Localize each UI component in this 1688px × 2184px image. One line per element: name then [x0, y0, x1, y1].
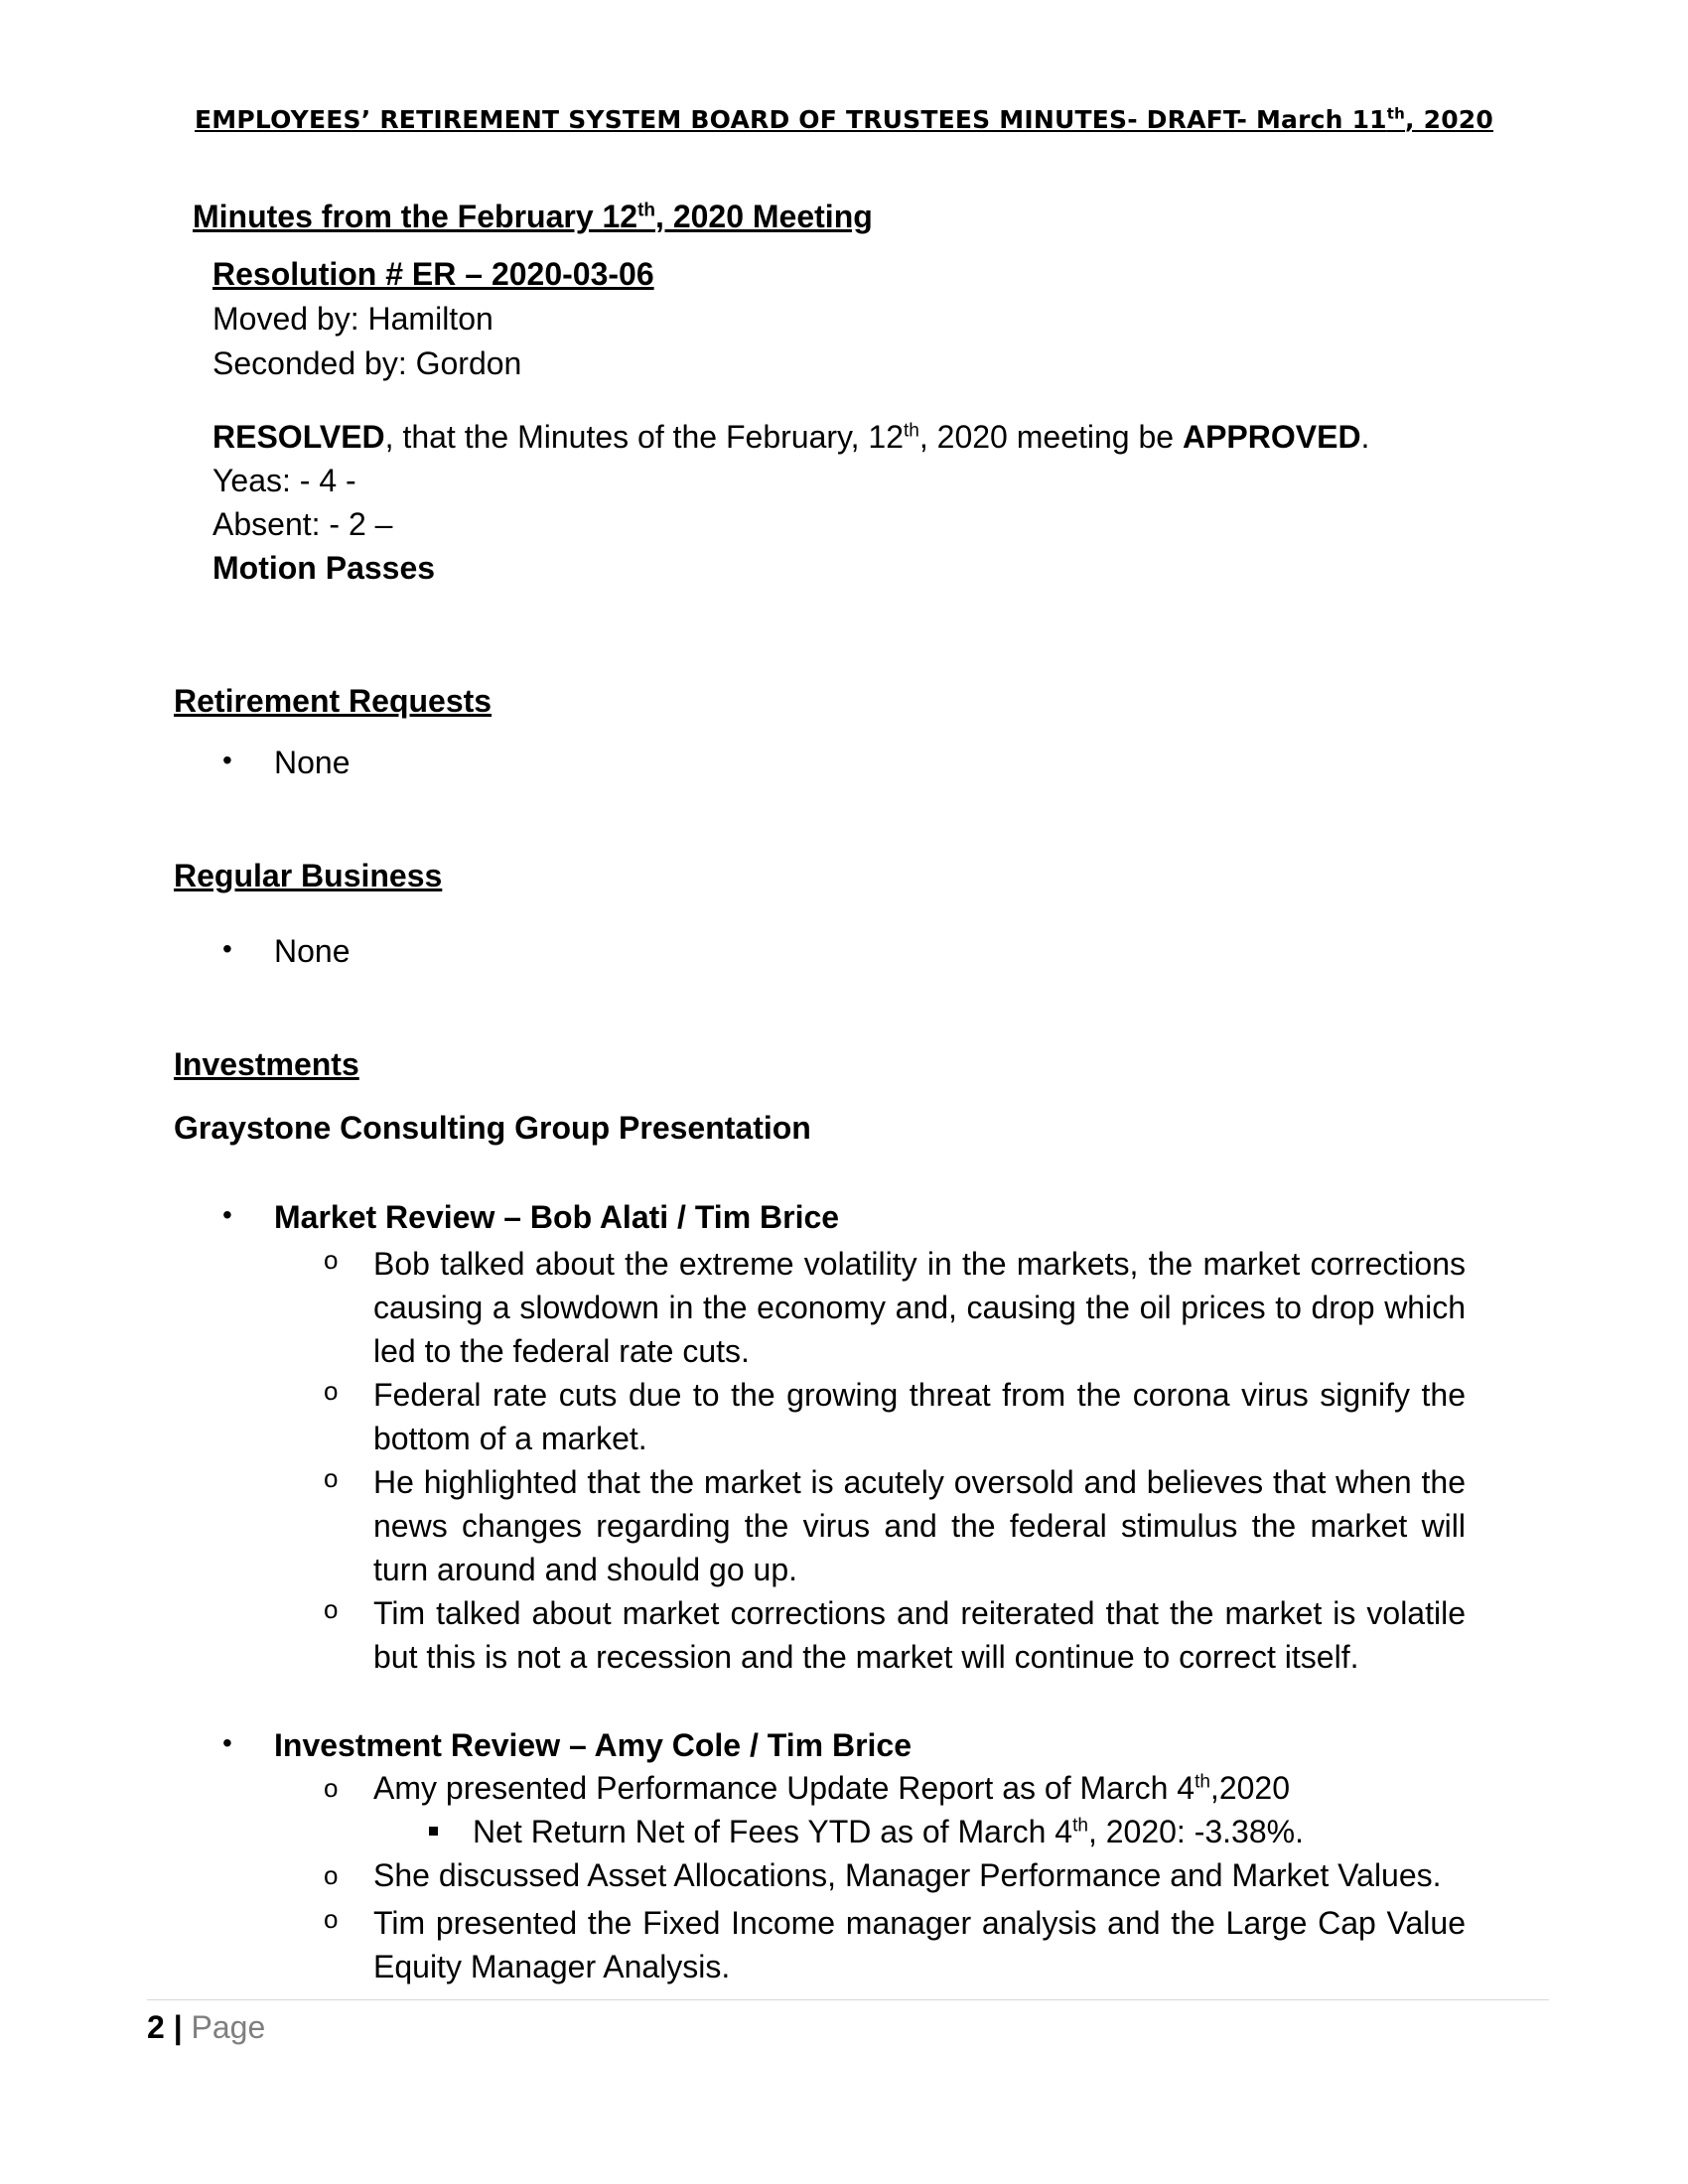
- investment-review-point: Amy presented Performance Update Report as of March 4th,2020: [373, 1770, 1290, 1806]
- page-label: Page: [191, 2009, 266, 2045]
- vote-absent: Absent: - 2 –: [212, 506, 393, 542]
- header-title-year: , 2020: [1405, 105, 1493, 134]
- graystone-subheading: Graystone Consulting Group Presentation: [174, 1110, 811, 1146]
- investment-review-point: Tim presented the Fixed Income manager analysis and the Large Cap Value Equity Manager Analysis.: [373, 1905, 1466, 1984]
- circle-bullet-icon: o: [324, 1245, 339, 1275]
- retirement-item: None: [274, 745, 351, 780]
- circle-bullet-icon: o: [324, 1376, 339, 1406]
- bullet-icon: •: [222, 1727, 232, 1758]
- vote-yeas: Yeas: - 4 -: [212, 463, 356, 498]
- investment-review-subpoint: Net Return Net of Fees YTD as of March 4th, 2020: -3.38%.: [473, 1814, 1304, 1849]
- circle-bullet-icon: o: [324, 1904, 339, 1934]
- bullet-icon: •: [222, 745, 232, 775]
- minutes-heading: Minutes from the February 12th, 2020 Meeting: [193, 199, 873, 234]
- investments-heading: Investments: [174, 1046, 359, 1082]
- header-title-superscript: th: [1386, 104, 1406, 123]
- circle-bullet-icon: o: [324, 1594, 339, 1624]
- page-footer: [147, 2009, 265, 2046]
- market-review-point: Tim talked about market corrections and reiterated that the market is volatile but this is not a recession and the market will continue to correct itself.: [373, 1595, 1466, 1675]
- square-bullet-icon: [429, 1827, 438, 1836]
- resolved-statement: RESOLVED, that the Minutes of the February, 12th, 2020 meeting be APPROVED.: [212, 419, 1370, 455]
- motion-result: Motion Passes: [212, 550, 436, 586]
- document-header: [0, 105, 1688, 134]
- header-title-text: EMPLOYEES’ RETIREMENT SYSTEM BOARD OF TRUSTEES MINUTES- DRAFT- March 11: [195, 105, 1387, 134]
- circle-bullet-icon: o: [324, 1773, 339, 1803]
- retirement-requests-heading: Retirement Requests: [174, 683, 492, 719]
- seconded-by: Seconded by: Gordon: [212, 345, 522, 381]
- footer-separator: |: [173, 2009, 183, 2045]
- bullet-icon: •: [222, 933, 232, 964]
- page-number: 2: [147, 2009, 165, 2045]
- investment-review-title: Investment Review – Amy Cole / Tim Brice: [274, 1727, 913, 1763]
- market-review-title: Market Review – Bob Alati / Tim Brice: [274, 1199, 840, 1235]
- moved-by: Moved by: Hamilton: [212, 301, 493, 337]
- market-review-point: Bob talked about the extreme volatility in the markets, the market corrections causing a slowdown in the economy and, causing the oil prices to drop which led to the federal rate cuts.: [373, 1246, 1466, 1369]
- footer-divider: [147, 1999, 1549, 2000]
- circle-bullet-icon: o: [324, 1463, 339, 1493]
- market-review-point: He highlighted that the market is acutely oversold and believes that when the news changes regarding the virus and the federal stimulus the market will turn around and should go up.: [373, 1464, 1466, 1587]
- regular-business-heading: Regular Business: [174, 858, 443, 893]
- investment-review-point: She discussed Asset Allocations, Manager Performance and Market Values.: [373, 1857, 1442, 1893]
- bullet-icon: •: [222, 1199, 232, 1230]
- circle-bullet-icon: o: [324, 1860, 339, 1890]
- market-review-point: Federal rate cuts due to the growing threat from the corona virus signify the bottom of a market.: [373, 1377, 1466, 1456]
- resolution-number: Resolution # ER – 2020-03-06: [212, 256, 654, 292]
- regular-business-item: None: [274, 933, 351, 969]
